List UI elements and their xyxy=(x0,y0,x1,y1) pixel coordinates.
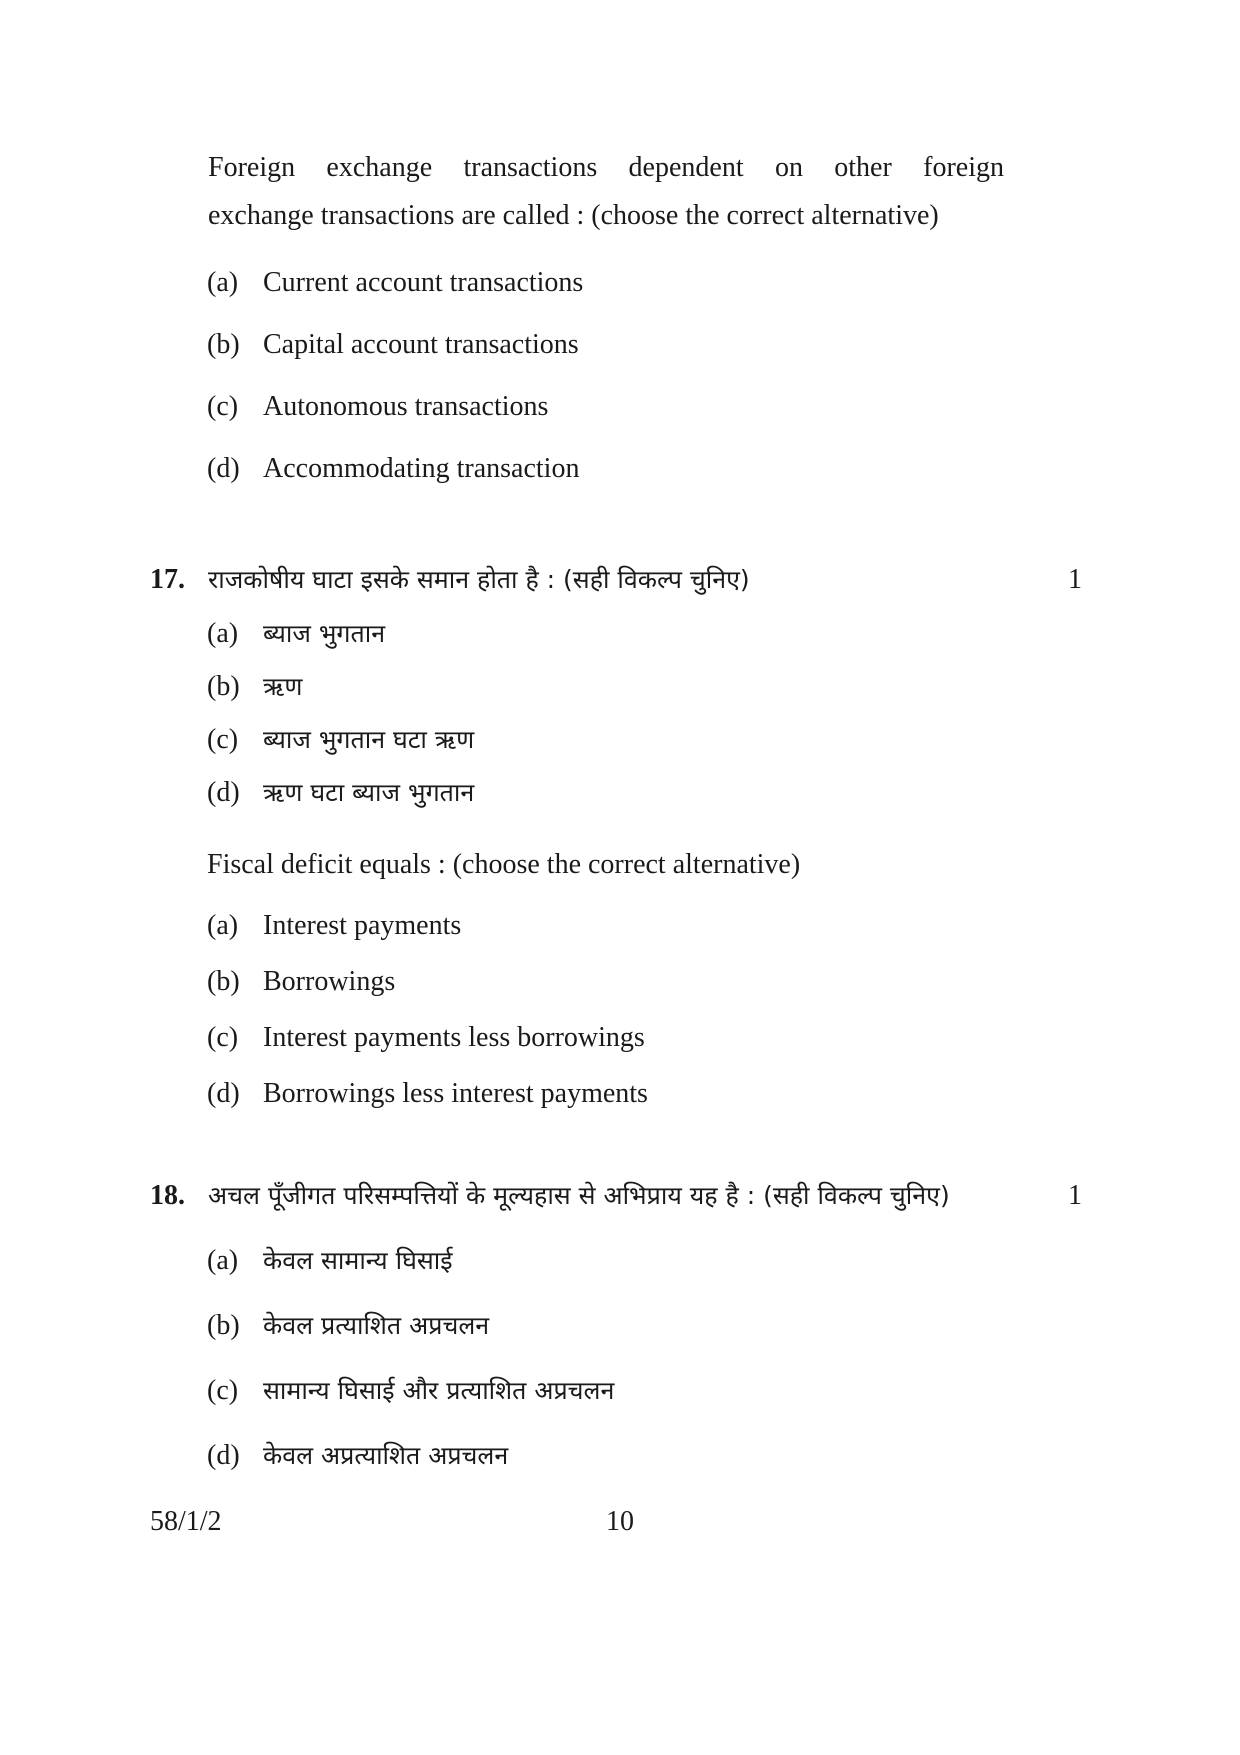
q17-hi-option-a xyxy=(207,616,385,652)
option-text: Interest payments xyxy=(263,910,462,941)
option-text: Accommodating transaction xyxy=(263,453,580,484)
q17-en-option-b xyxy=(207,964,395,1000)
option-text: Borrowings xyxy=(263,966,396,997)
q17-hi-option-c xyxy=(207,722,474,758)
q17-hi-option-b xyxy=(207,669,302,705)
q18-stem-hi: अचल पूँजीगत परिसम्पत्तियों के मूल्यहास से अभिप्राय यह है : (सही विकल्प चुनिए) xyxy=(208,1181,950,1210)
q18-option-c xyxy=(207,1373,614,1409)
q17-stem-hi: राजकोषीय घाटा इसके समान होता है : (सही विकल्प चुनिए) xyxy=(208,565,750,594)
option-label: (a) xyxy=(207,910,239,941)
q17-en-option-a xyxy=(207,908,461,944)
q16-option-d xyxy=(207,451,579,487)
option-text: Capital account transactions xyxy=(263,329,579,360)
q17-hi-option-d xyxy=(207,775,474,811)
q18-option-b xyxy=(207,1308,489,1344)
option-label: (b) xyxy=(207,966,240,997)
q16-option-a xyxy=(207,265,583,301)
option-label: (c) xyxy=(207,724,239,755)
paper-code: 58/1/2 xyxy=(150,1506,222,1537)
option-text: केवल सामान्य घिसाई xyxy=(263,1246,453,1275)
option-label: (a) xyxy=(207,618,239,649)
q16-option-c xyxy=(207,389,548,425)
option-label: (d) xyxy=(207,777,240,808)
option-text: ऋण घटा ब्याज भुगतान xyxy=(263,778,475,807)
option-text: सामान्य घिसाई और प्रत्याशित अप्रचलन xyxy=(263,1376,615,1405)
option-label: (d) xyxy=(207,453,240,484)
option-text: Interest payments less borrowings xyxy=(263,1022,645,1053)
q18-option-d xyxy=(207,1438,508,1474)
q18-number: 18. xyxy=(150,1180,185,1211)
option-label: (d) xyxy=(207,1440,240,1471)
option-text: ऋण xyxy=(263,672,303,701)
q17-marks: 1 xyxy=(1068,564,1082,595)
option-text: केवल अप्रत्याशित अप्रचलन xyxy=(263,1441,509,1470)
option-text: Borrowings less interest payments xyxy=(263,1078,648,1109)
option-label: (a) xyxy=(207,267,239,298)
option-label: (c) xyxy=(207,1022,239,1053)
option-label: (d) xyxy=(207,1078,240,1109)
q18-option-a xyxy=(207,1243,453,1279)
page-number: 10 xyxy=(606,1506,634,1537)
q17-en-option-c xyxy=(207,1020,645,1056)
option-text: केवल प्रत्याशित अप्रचलन xyxy=(263,1311,490,1340)
q16-option-b xyxy=(207,327,579,363)
option-text: ब्याज भुगतान घटा ऋण xyxy=(263,725,475,754)
option-text: ब्याज भुगतान xyxy=(263,619,386,648)
q17-number: 17. xyxy=(150,564,185,595)
option-text: Current account transactions xyxy=(263,267,584,298)
q18-marks: 1 xyxy=(1068,1180,1082,1211)
q17-stem-en: Fiscal deficit equals : (choose the correct alternative) xyxy=(207,849,801,880)
option-label: (c) xyxy=(207,1375,239,1406)
option-label: (b) xyxy=(207,329,240,360)
option-label: (b) xyxy=(207,671,240,702)
option-label: (c) xyxy=(207,391,239,422)
option-text: Autonomous transactions xyxy=(263,391,549,422)
option-label: (a) xyxy=(207,1245,239,1276)
q16-stem-line2: exchange transactions are called : (choose the correct alternative) xyxy=(208,200,939,231)
q16-stem-en xyxy=(208,144,1004,240)
q17-en-option-d xyxy=(207,1076,648,1112)
option-label: (b) xyxy=(207,1310,240,1341)
q16-stem-line1: Foreign exchange transactions dependent on other foreign xyxy=(208,152,1004,183)
